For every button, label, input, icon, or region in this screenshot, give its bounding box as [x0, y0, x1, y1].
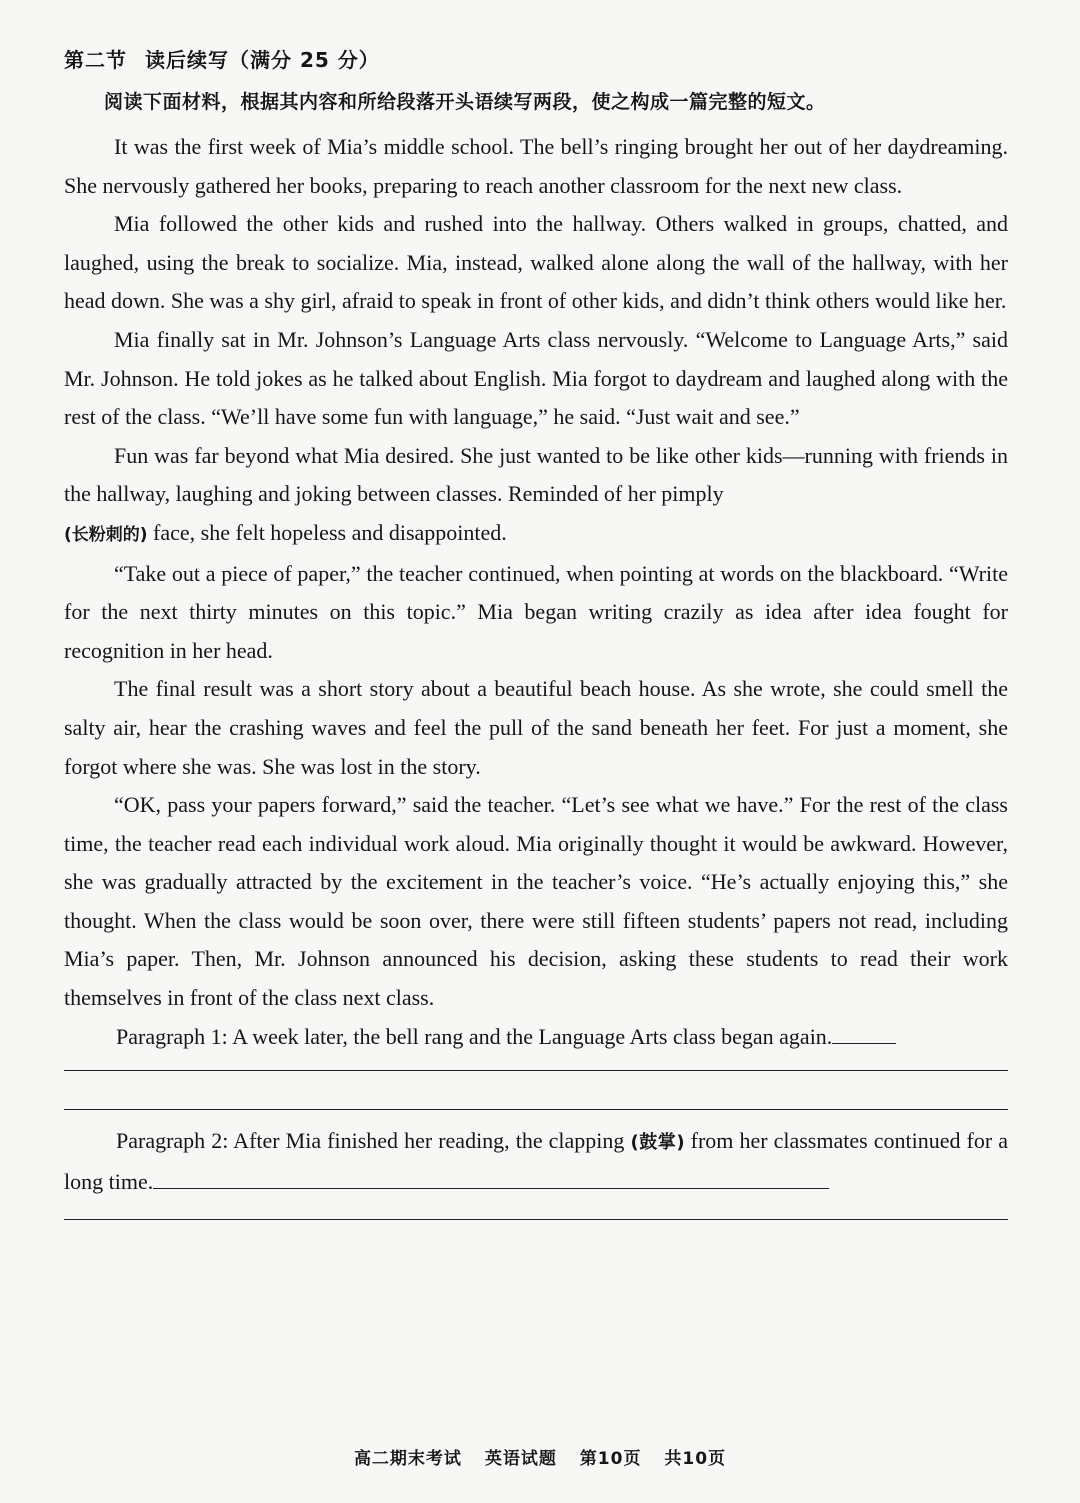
footer-page-number: 第10页	[579, 1449, 642, 1469]
footer-total-pages: 共10页	[664, 1449, 727, 1469]
pimply-gloss: (长粉刺的)	[64, 524, 148, 545]
passage-paragraph-4-end: face, she felt hopeless and disappointed.	[147, 519, 507, 545]
page-footer	[0, 1444, 1080, 1469]
passage-paragraph-5: “Take out a piece of paper,” the teacher continued, when pointing at words on the blackboard. “Write for the next thirty minutes on this topic.” Mia began writing crazily as idea after idea fought for recognition in her head.	[64, 560, 1008, 663]
passage-paragraph-4-start: Fun was far beyond what Mia desired. She just wanted to be like other kids—running with friends in the hallway, laughing and joking between classes. Reminded of her pimply	[64, 442, 1008, 507]
reading-passage	[64, 128, 1008, 1018]
clapping-gloss: (鼓掌)	[630, 1132, 685, 1154]
footer-subject: 英语试题	[484, 1449, 557, 1469]
section-number: 第二节	[64, 48, 127, 72]
footer-exam-name: 高二期末考试	[353, 1449, 462, 1469]
passage-paragraph-2: Mia followed the other kids and rushed into the hallway. Others walked in groups, chatted, and laughed, using the break to socialize. Mia, instead, walked alone along the wall of the hallway, with her head down. She was a shy girl, afraid to speak in front of other kids, and didn’t think others would like her.	[64, 211, 1008, 314]
paragraph-1-prompt	[64, 1018, 1008, 1057]
writing-line-1[interactable]	[64, 1070, 1008, 1071]
paragraph-2-opening-end: from her classmates continued for a long time.	[64, 1128, 1008, 1194]
passage-paragraph-3: Mia finally sat in Mr. Johnson’s Language Arts class nervously. “Welcome to Language Arts,” said Mr. Johnson. He told jokes as he talked about English. Mia forgot to daydream and laughed along with the rest of the class. “We’ll have some fun with language,” he said. “Just wait and see.”	[64, 326, 1008, 430]
paragraph-1-opening: Paragraph 1: A week later, the bell rang and the Language Arts class began again.	[116, 1023, 833, 1049]
section-subtitle: 读后续写（满分 25 分）	[145, 48, 380, 72]
passage-paragraph-6: The final result was a short story about a beautiful beach house. As she wrote, she could smell the salty air, hear the crashing waves and feel the pull of the sand beneath her feet. For just a moment, she forgot where she was. She was lost in the story.	[64, 676, 1008, 779]
paragraph-2-prompt	[64, 1122, 1008, 1201]
passage-paragraph-4	[64, 437, 1008, 555]
writing-line-3[interactable]	[64, 1219, 1008, 1220]
paragraph-2-inline-blank[interactable]	[153, 1166, 829, 1189]
paragraph-2-opening-start: Paragraph 2: After Mia finished her reading, the clapping	[116, 1128, 631, 1154]
passage-paragraph-7: “OK, pass your papers forward,” said the teacher. “Let’s see what we have.” For the rest of the class time, the teacher read each individual work aloud. Mia originally thought it would be awkward. However, she was gradually attracted by the excitement in the teacher’s voice. “He’s actually enjoying this,” she thought. When the class would be soon over, there were still fifteen students’ papers not read, including Mia’s paper. Then, Mr. Johnson announced his decision, asking these students to read their work themselves in front of the class next class.	[64, 792, 1008, 1011]
passage-paragraph-1: It was the first week of Mia’s middle school. The bell’s ringing brought her out of her daydreaming. She nervously gathered her books, preparing to reach another classroom for the next new class.	[64, 134, 1008, 198]
section-heading	[64, 46, 1008, 74]
writing-line-2[interactable]	[64, 1109, 1008, 1110]
paragraph-1-inline-blank[interactable]	[832, 1021, 896, 1044]
task-instructions: 阅读下面材料，根据其内容和所给段落开头语续写两段，使之构成一篇完整的短文。	[104, 91, 826, 113]
